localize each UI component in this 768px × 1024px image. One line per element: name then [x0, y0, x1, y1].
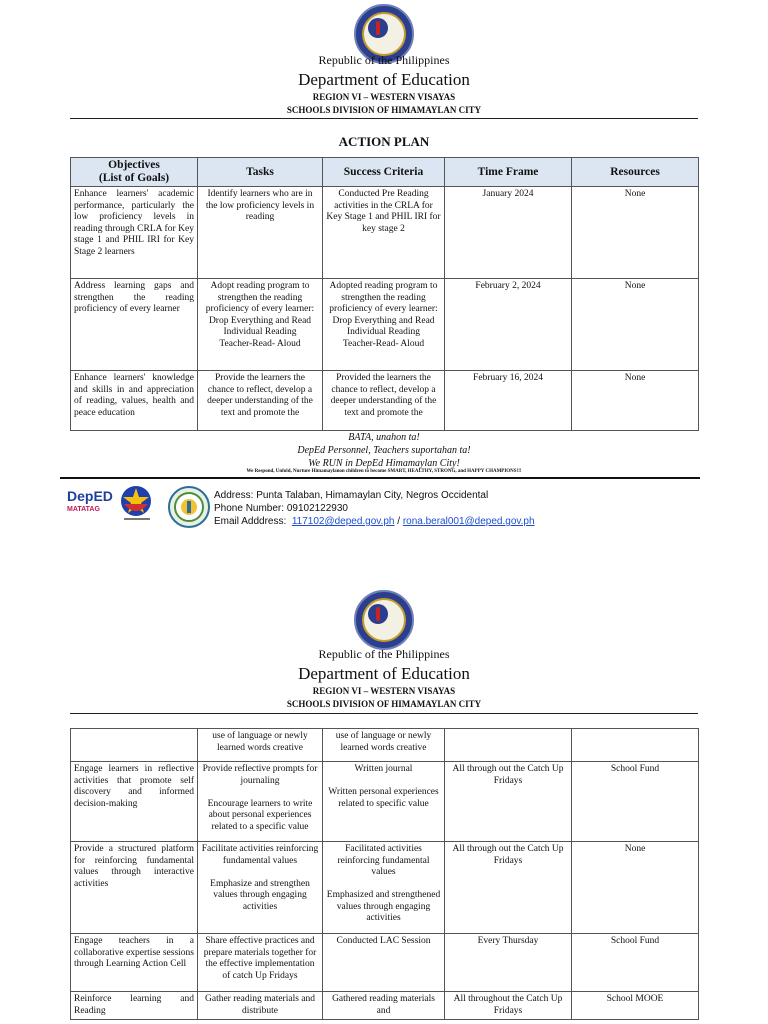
criteria-cell: Facilitated activities reinforcing fundamental values Emphasized and strengthened values through engaging activities: [323, 842, 445, 934]
resources-cell: None: [572, 371, 699, 431]
objective-cell: Enhance learners' academic performance, particularly the low proficiency levels in reading through CRLA for Key stage 1 and PHIL IRI for Key Stage 2 learners: [71, 187, 198, 279]
email-label: Email Adddress:: [214, 516, 292, 527]
tasks-cell: Share effective practices and prepare materials together for the effective implementation of catch Up Fridays: [198, 934, 323, 992]
action-plan-table: [70, 157, 699, 431]
criteria-cell: Written journal Written personal experiences related to specific value: [323, 762, 445, 842]
header-division: SCHOOLS DIVISION OF HIMAMAYLAN CITY: [286, 105, 482, 115]
time-cell: February 2, 2024: [445, 279, 572, 371]
criteria-cell: Conducted LAC Session: [323, 934, 445, 992]
slogan-line-4: We Respond, Unfold, Nurture Himamaylanon children to become SMART, HEALTHY, STRONG, and HAPPY CHAMPIONS!!!: [246, 469, 522, 474]
resources-cell: School Fund: [572, 934, 699, 992]
objective-cell: Provide a structured platform for reinforcing fundamental values through interactive activities: [71, 842, 198, 934]
tasks-cell: use of language or newly learned words creative: [198, 729, 323, 762]
slogan-line-1: BATA, unahon ta!: [348, 432, 420, 443]
resources-cell: None: [572, 279, 699, 371]
objective-cell: Engage teachers in a collaborative expertise sessions through Learning Action Cell: [71, 934, 198, 992]
criteria-cell: use of language or newly learned words creative: [323, 729, 445, 762]
header-region-page2: REGION VI – WESTERN VISAYAS: [312, 686, 456, 696]
criteria-cell: Gathered reading materials and: [323, 992, 445, 1020]
tasks-cell: Facilitate activities reinforcing fundamental values Emphasize and strengthen values through engaging activities: [198, 842, 323, 934]
resources-cell: None: [572, 187, 699, 279]
division-seal-icon: [168, 486, 210, 528]
slogan-line-3: We RUN in DepEd Himamaylan City!: [308, 458, 460, 469]
time-cell: January 2024: [445, 187, 572, 279]
deped-seal-icon: [354, 590, 414, 650]
criteria-cell: Conducted Pre Reading activities in the CRLA for Key Stage 1 and PHIL IRI for key stage 2: [323, 187, 445, 279]
resources-cell: None: [572, 842, 699, 934]
objective-cell: Engage learners in reflective activities that promote self discovery and informed decision-making: [71, 762, 198, 842]
time-cell: [445, 729, 572, 762]
objective-cell: [71, 729, 198, 762]
time-cell: February 16, 2024: [445, 371, 572, 431]
table-row: [71, 187, 699, 279]
objective-cell: Address learning gaps and strengthen the reading proficiency of every learner: [71, 279, 198, 371]
col-header-success-criteria: Success Criteria: [323, 158, 445, 187]
footer-address: Address: Punta Talaban, Himamaylan City, Negros Occidental: [214, 490, 489, 501]
page-title: ACTION PLAN: [338, 134, 430, 149]
table-header-row: [71, 158, 699, 187]
table-row: [71, 934, 699, 992]
table-row: [71, 371, 699, 431]
time-cell: All through out the Catch Up Fridays: [445, 842, 572, 934]
tasks-cell: Provide reflective prompts for journaling Encourage learners to write about personal experiences related to a specific value: [198, 762, 323, 842]
tasks-cell: Provide the learners the chance to reflect, develop a deeper understanding of the text and promote the: [198, 371, 323, 431]
matatag-logo: MATATAG: [67, 506, 100, 513]
header-region: REGION VI – WESTERN VISAYAS: [312, 92, 456, 102]
table-row: [71, 762, 699, 842]
table-row: [71, 279, 699, 371]
email-separator: /: [394, 516, 403, 527]
table-row: [71, 729, 699, 762]
header-republic-page2: Republic of the Philippines: [318, 647, 450, 661]
header-department: Department of Education: [298, 70, 470, 89]
tasks-cell: Adopt reading program to strengthen the reading proficiency of every learner: Drop Everything and Read Individual Reading Teacher-Read- Aloud: [198, 279, 323, 371]
bagong-pilipinas-logo-icon: [116, 484, 160, 524]
col-header-time-frame: Time Frame: [445, 158, 572, 187]
table-row: [71, 992, 699, 1020]
objective-cell: Reinforce learning and Reading: [71, 992, 198, 1020]
criteria-cell: Adopted reading program to strengthen the reading proficiency of every learner: Drop Everything and Read Individual Reading Teacher-Read- Aloud: [323, 279, 445, 371]
header-republic: Republic of the Philippines: [318, 53, 450, 67]
footer-phone: Phone Number: 09102122930: [214, 503, 348, 514]
col-header-resources: Resources: [572, 158, 699, 187]
col-header-tasks: Tasks: [198, 158, 323, 187]
header-divider-page2: [70, 713, 698, 714]
header-divider: [70, 118, 698, 119]
tasks-cell: Identify learners who are in the low proficiency levels in reading: [198, 187, 323, 279]
deped-logo: DepED: [67, 488, 113, 504]
header-department-page2: Department of Education: [298, 664, 470, 683]
criteria-cell: Provided the learners the chance to reflect, develop a deeper understanding of the text and promote the: [323, 371, 445, 431]
resources-cell: School Fund: [572, 762, 699, 842]
action-plan-table-continued: [70, 728, 699, 1020]
header-division-page2: SCHOOLS DIVISION OF HIMAMAYLAN CITY: [286, 699, 482, 709]
table-row: [71, 842, 699, 934]
objective-cell: Enhance learners' knowledge and skills in and appreciation of reading, values, health and peace education: [71, 371, 198, 431]
tasks-cell: Gather reading materials and distribute: [198, 992, 323, 1020]
slogan-line-2: DepEd Personnel, Teachers suportahan ta!: [297, 445, 471, 456]
resources-cell: School MOOE: [572, 992, 699, 1020]
col-header-objectives: Objectives (List of Goals): [71, 158, 198, 187]
time-cell: All through out the Catch Up Fridays: [445, 762, 572, 842]
footer-email-line: [214, 515, 535, 528]
email-link-2[interactable]: rona.beral001@deped.gov.ph: [402, 516, 535, 527]
time-cell: All throughout the Catch Up Fridays: [445, 992, 572, 1020]
footer-divider: [60, 477, 700, 479]
time-cell: Every Thursday: [445, 934, 572, 992]
email-link-1[interactable]: 117102@deped.gov.ph: [291, 516, 395, 527]
resources-cell: [572, 729, 699, 762]
